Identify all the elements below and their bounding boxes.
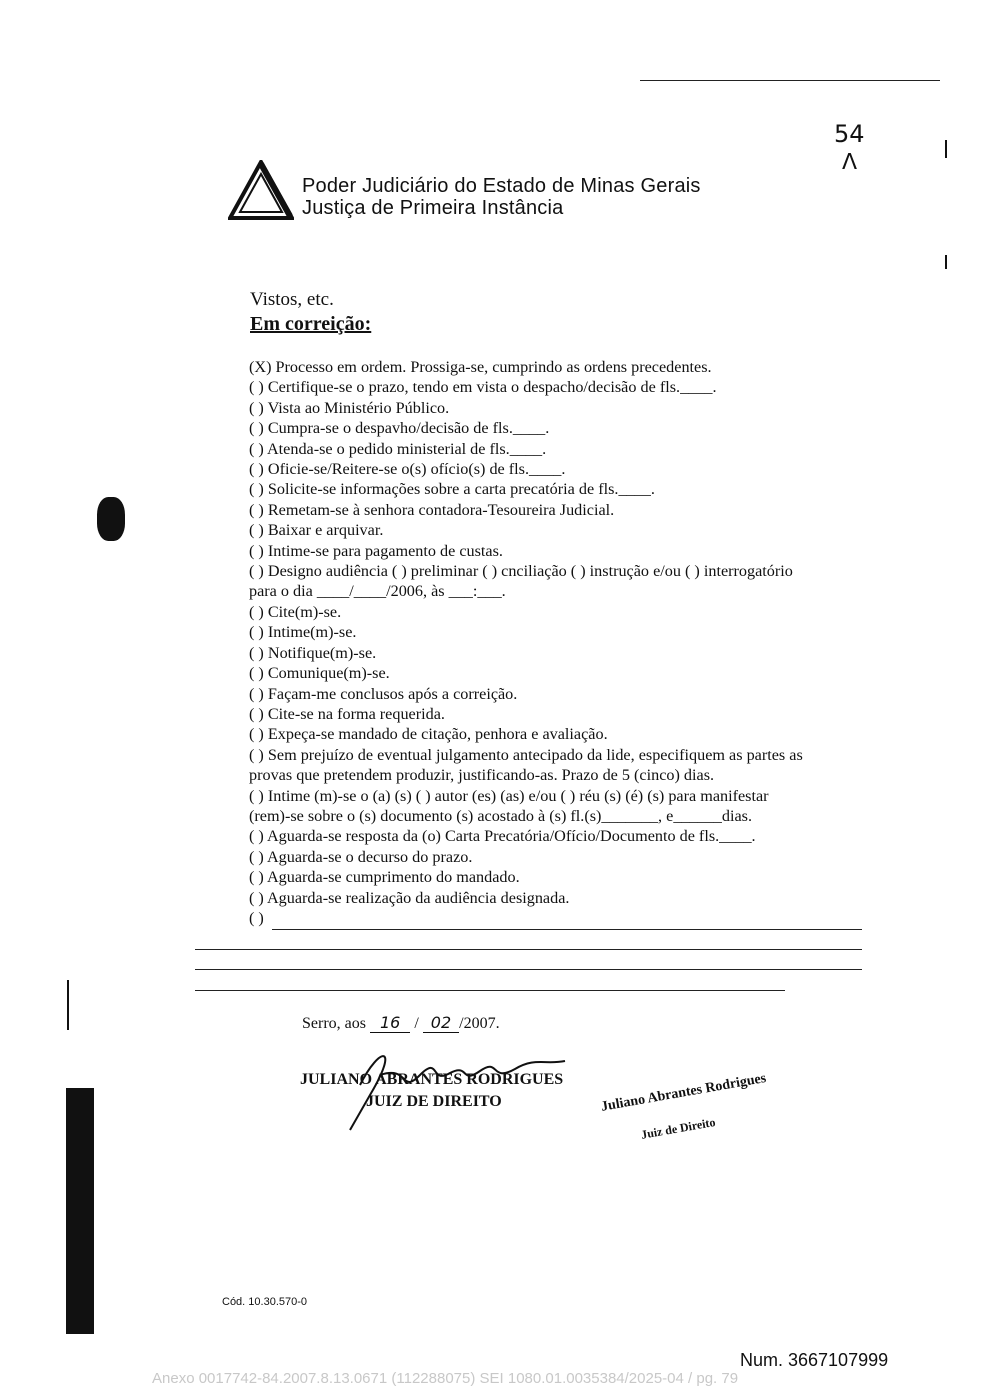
option-item [249,602,889,622]
place-date: Serro, aos 16 / 02 /2007. [302,1013,500,1032]
option-item [249,541,889,561]
scan-artifact-bar [66,1088,94,1334]
court-logo-icon [228,160,294,222]
option-text: (rem)-se sobre o (s) documento (s) acostado à (s) fl.(s)_______, e______dias. [249,806,753,825]
stamp-name: Juliano Abrantes Rodrigues [600,1070,768,1115]
top-border-line [640,80,940,81]
signer-title: JUIZ DE DIREITO [366,1093,502,1110]
option-mark: ( ) [249,684,264,703]
blank-line [195,949,862,950]
options-list [249,357,889,928]
option-item [249,459,889,479]
option-text: provas que pretendem produzir, justificando-as. Prazo de 5 (cinco) dias. [249,766,715,785]
blank-line [195,990,785,991]
option-text: Comunique(m)-se. [267,664,390,683]
handwritten-mark: ᐱ [842,150,858,175]
option-text: Façam-me conclusos após a correição. [267,684,518,703]
option-text: Expeça-se mandado de citação, penhora e avaliação. [267,725,608,744]
blank-line [272,929,862,930]
option-text: Vista ao Ministério Público. [267,398,450,417]
option-item-continuation [249,581,889,601]
option-text: Cite-se na forma requerida. [267,704,445,723]
option-mark: ( ) [249,521,264,540]
document-number: Num. 3667107999 [740,1350,889,1370]
option-mark: ( ) [249,480,264,499]
option-item [249,520,889,540]
option-text: Notifique(m)-se. [267,643,377,662]
option-mark: ( ) [249,562,264,581]
option-item [249,377,889,397]
header-instance: Justiça de Primeira Instância [302,197,564,219]
signer-name: JULIANO ABRANTES RODRIGUES [300,1071,564,1088]
option-item [249,745,889,765]
option-item [249,724,889,744]
option-mark: ( ) [249,786,264,805]
option-mark: ( ) [249,439,264,458]
option-text: Remetam-se à senhora contadora-Tesoureira Judicial. [267,500,615,519]
option-item [249,663,889,683]
option-mark: ( ) [249,602,264,621]
scan-artifact-mark [67,980,69,1030]
option-mark: ( ) [249,664,264,683]
option-mark-checked: (X) [249,358,272,376]
option-mark: ( ) [249,378,264,397]
option-text: para o dia ____/____/2006, às ___:___. [249,582,506,601]
option-text: Aguarda-se resposta da (o) Carta Precatória/Ofício/Documento de fls.____. [266,827,756,846]
option-mark: ( ) [249,745,264,764]
option-text: Intime-se para pagamento de custas. [267,541,503,560]
option-mark: ( ) [249,541,264,560]
option-item [249,684,889,704]
option-item [249,357,889,377]
option-text: Processo em ordem. Prossiga-se, cumprindo as ordens precedentes. [275,358,712,376]
date-year: /2007. [459,1015,500,1032]
option-mark: ( ) [249,623,264,642]
option-text: Oficie-se/Reitere-se o(s) ofício(s) de fls.____. [267,460,566,479]
option-mark: ( ) [249,725,264,744]
option-item [249,643,889,663]
option-item [249,847,889,867]
vistos-text: Vistos, etc. [250,289,334,310]
option-item [249,561,889,581]
stamp-title: Juiz de Direito [640,1114,717,1142]
option-item-continuation [249,765,889,785]
scan-artifact-blob [97,497,125,541]
option-item [249,398,889,418]
option-item [249,786,889,806]
option-text: Baixar e arquivar. [267,521,384,540]
option-item [249,888,889,908]
place-text: Serro, aos [302,1015,366,1032]
footer-reference: Anexo 0017742-84.2007.8.13.0671 (112288075) SEI 1080.01.0035384/2025-04 / pg. 79 [152,1370,739,1387]
option-text: Atenda-se o pedido ministerial de fls.____. [266,439,547,458]
em-correicao-heading: Em correição: [250,313,372,335]
option-item-continuation [249,806,889,826]
scan-artifact-mark [945,255,947,269]
option-item [249,500,889,520]
option-mark: ( ) [249,908,264,927]
form-code: Cód. 10.30.570-0 [222,1296,308,1308]
option-mark: ( ) [249,827,264,846]
option-item [249,704,889,724]
option-item [249,479,889,499]
header-court-name: Poder Judiciário do Estado de Minas Gerais [302,175,701,197]
option-text: Sem prejuízo de eventual julgamento antecipado da lide, especifiquem as partes as [267,745,803,764]
option-text: Aguarda-se realização da audiência designada. [266,888,570,907]
option-text: Cumpra-se o despavho/decisão de fls.____. [267,419,550,438]
option-item [249,439,889,459]
option-text: Aguarda-se cumprimento do mandado. [266,868,520,887]
option-mark: ( ) [249,888,264,907]
option-mark: ( ) [249,643,264,662]
option-text: Cite(m)-se. [267,602,342,621]
date-day: 16 [370,1013,410,1033]
option-text: Certifique-se o prazo, tendo em vista o despacho/decisão de fls.____. [267,378,717,397]
option-mark: ( ) [249,704,264,723]
handwritten-page-number: 54 [834,120,865,148]
option-mark: ( ) [249,868,264,887]
option-mark: ( ) [249,847,264,866]
date-month: 02 [423,1013,459,1033]
option-text: Intime (m)-se o (a) (s) ( ) autor (es) (as) e/ou ( ) réu (s) (é) (s) para manifestar [267,786,769,805]
option-item [249,867,889,887]
option-text: Intime(m)-se. [267,623,357,642]
option-mark: ( ) [249,500,264,519]
option-item [249,418,889,438]
option-item-blank [249,908,889,928]
option-mark: ( ) [249,460,264,479]
blank-line [195,969,862,970]
option-item [249,826,889,846]
option-text: Solicite-se informações sobre a carta precatória de fls.____. [267,480,655,499]
option-item [249,622,889,642]
option-text: Designo audiência ( ) preliminar ( ) cnciliação ( ) instrução e/ou ( ) interrogatório [267,562,793,581]
option-mark: ( ) [249,398,264,417]
option-text: Aguarda-se o decurso do prazo. [266,847,473,866]
option-mark: ( ) [249,419,264,438]
scan-artifact-mark [945,140,947,158]
